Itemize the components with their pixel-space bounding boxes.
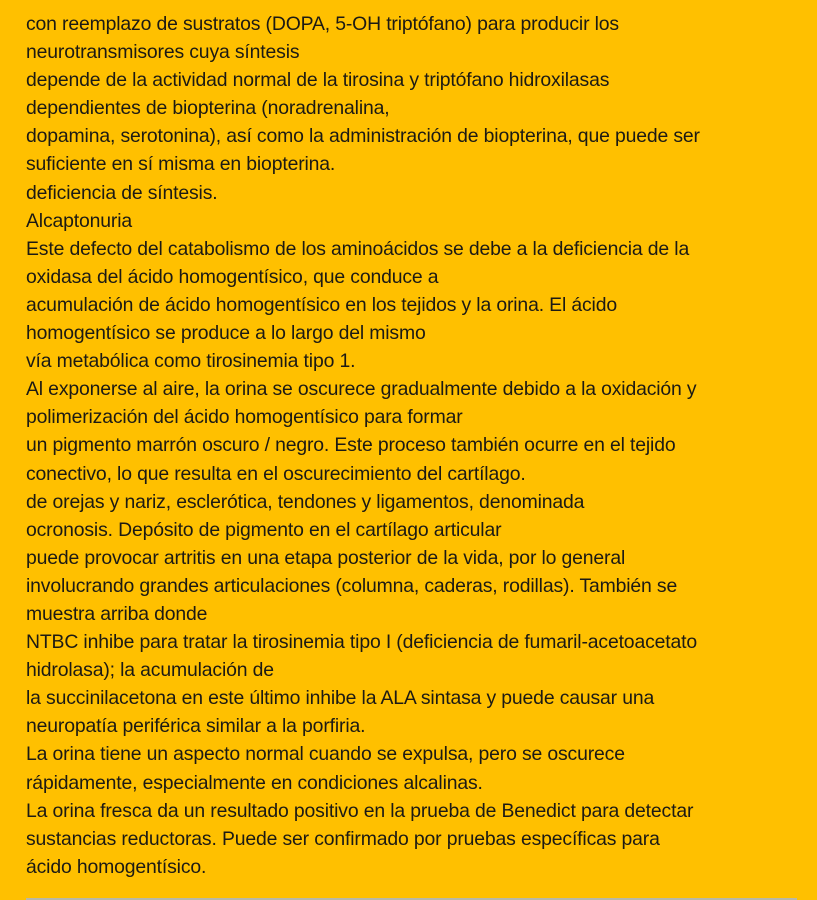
text-line: homogentísico se produce a lo largo del mismo <box>26 322 426 345</box>
text-line: puede provocar artritis en una etapa posterior de la vida, por lo general <box>26 546 626 569</box>
text-line: neurotransmisores cuya síntesis <box>26 41 300 64</box>
section-heading-alcaptonuria: Alcaptonuria <box>26 209 132 232</box>
text-line: neuropatía periférica similar a la porfiria. <box>26 715 366 738</box>
text-line: ocronosis. Depósito de pigmento en el cartílago articular <box>26 518 502 541</box>
text-line: Este defecto del catabolismo de los aminoácidos se debe a la deficiencia de la <box>26 237 690 260</box>
text-line: La orina tiene un aspecto normal cuando se expulsa, pero se oscurece <box>26 743 625 766</box>
text-line: un pigmento marrón oscuro / negro. Este proceso también ocurre en el tejido <box>26 434 676 457</box>
text-line: con reemplazo de sustratos (DOPA, 5-OH triptófano) para producir los <box>26 13 619 35</box>
text-line: vía metabólica como tirosinemia tipo 1. <box>26 350 356 373</box>
text-line: dependientes de biopterina (noradrenalina, <box>26 97 390 120</box>
text-line: sustancias reductoras. Puede ser confirmado por pruebas específicas para <box>26 827 660 850</box>
text-line: de orejas y nariz, esclerótica, tendones y ligamentos, denominada <box>26 490 585 513</box>
text-line: NTBC inhibe para tratar la tirosinemia tipo I (deficiencia de fumaril-acetoacetato <box>26 631 698 654</box>
text-line: La orina fresca da un resultado positivo en la prueba de Benedict para detectar <box>26 799 694 822</box>
text-line: ácido homogentísico. <box>26 855 207 878</box>
text-line: depende de la actividad normal de la tirosina y triptófano hidroxilasas <box>26 69 610 92</box>
text-line: la succinilacetona en este último inhibe la ALA sintasa y puede causar una <box>26 687 655 710</box>
text-line: hidrolasa); la acumulación de <box>26 659 274 682</box>
text-line: muestra arriba donde <box>26 602 208 625</box>
text-line: involucrando grandes articulaciones (columna, caderas, rodillas). También se <box>26 574 678 597</box>
text-line: polimerización del ácido homogentísico para formar <box>26 406 463 429</box>
text-line: acumulación de ácido homogentísico en los tejidos y la orina. El ácido <box>26 293 617 316</box>
text-line: suficiente en sí misma en biopterina. <box>26 153 336 176</box>
text-line: rápidamente, especialmente en condiciones alcalinas. <box>26 771 483 794</box>
body-text <box>26 10 811 881</box>
text-line: Al exponerse al aire, la orina se oscurece gradualmente debido a la oxidación y <box>26 378 697 401</box>
text-line: conectivo, lo que resulta en el oscurecimiento del cartílago. <box>26 462 526 485</box>
text-line: dopamina, serotonina), así como la administración de biopterina, que puede ser <box>26 125 700 148</box>
text-line: oxidasa del ácido homogentísico, que conduce a <box>26 265 439 288</box>
text-line: deficiencia de síntesis. <box>26 181 218 204</box>
